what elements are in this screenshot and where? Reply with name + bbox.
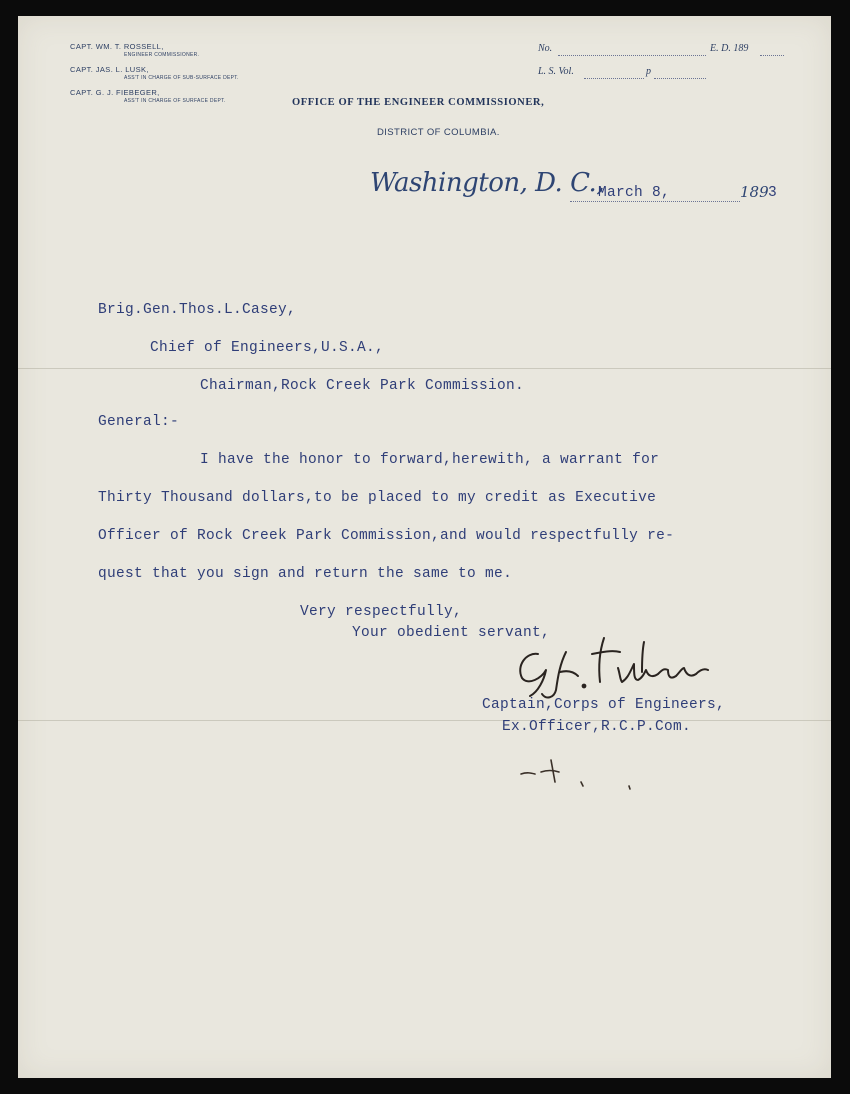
office-title: OFFICE OF THE ENGINEER COMMISSIONER, <box>292 97 545 108</box>
officer-name: CAPT. WM. T. ROSSELL, <box>70 42 164 51</box>
no-dotted-line <box>558 55 706 56</box>
printed-year: 189 <box>740 183 769 201</box>
district-line: DISTRICT OF COLUMBIA. <box>377 127 500 138</box>
ink-smudge-mark <box>511 756 641 806</box>
ed-label: E. D. 189 <box>710 43 749 54</box>
closing-line: Very respectfully, <box>300 604 463 620</box>
signer-title-2: Ex.Officer,R.C.P.Com. <box>502 719 692 735</box>
ed-dotted-line <box>760 55 784 56</box>
ls-vol-label: L. S. Vol. <box>538 66 574 77</box>
body-line: I have the honor to forward,herewith, a warrant for <box>200 452 660 468</box>
body-line: Officer of Rock Creek Park Commission,and would respectfully re- <box>98 528 675 544</box>
handwritten-signature <box>508 634 738 704</box>
place-line: Washington, D. C., <box>370 168 605 198</box>
officer-title: ASS'T IN CHARGE OF SUB-SURFACE DEPT. <box>124 75 239 81</box>
officer-name: CAPT. JAS. L. LUSK, <box>70 65 149 74</box>
date-dotted-line <box>570 201 740 202</box>
officer-title: ENGINEER COMMISSIONER. <box>124 52 200 58</box>
fold-line <box>18 368 831 369</box>
salutation: General:- <box>98 414 180 430</box>
address-line-1: Brig.Gen.Thos.L.Casey, <box>98 302 297 318</box>
typed-year-digit: 3 <box>768 185 778 201</box>
signer-title-1: Captain,Corps of Engineers, <box>482 697 726 713</box>
address-line-2: Chief of Engineers,U.S.A., <box>150 340 385 356</box>
body-line: quest that you sign and return the same to me. <box>98 566 513 582</box>
p-dotted-line <box>654 78 706 79</box>
fold-line <box>18 720 831 721</box>
body-line: Thirty Thousand dollars,to be placed to my credit as Executive <box>98 490 657 506</box>
p-label: p <box>646 66 651 77</box>
officer-title: ASS'T IN CHARGE OF SURFACE DEPT. <box>124 98 226 104</box>
no-label: No. <box>538 43 553 54</box>
ls-dotted-line <box>584 78 644 79</box>
closing-line: Your obedient servant, <box>352 625 551 641</box>
letter-page <box>18 16 831 1078</box>
letterhead-officers <box>70 42 239 111</box>
officer-name: CAPT. G. J. FIEBEGER, <box>70 88 160 97</box>
letter-date: March 8, <box>598 185 671 201</box>
address-line-3: Chairman,Rock Creek Park Commission. <box>200 378 525 394</box>
